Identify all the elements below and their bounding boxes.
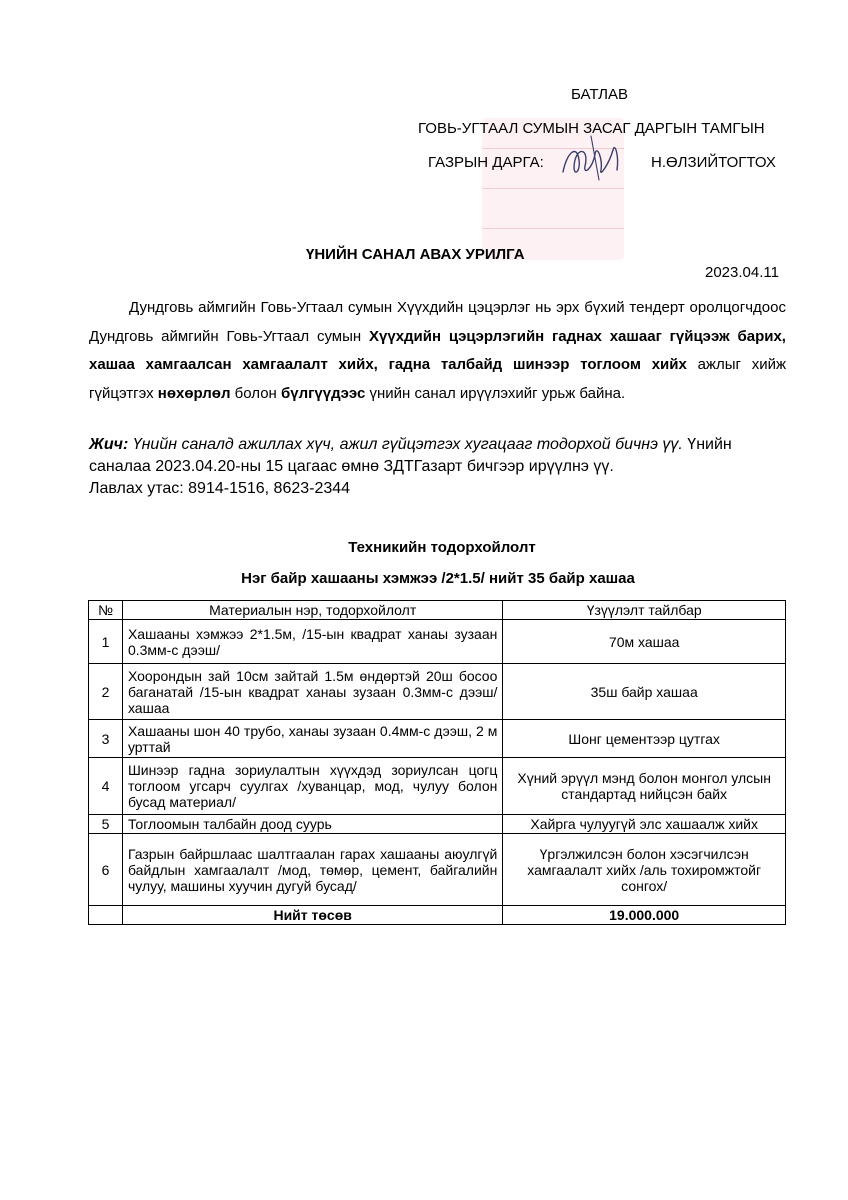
body-text-1: Дундговь аймгийн Говь-Угтаал сумын Хүүхдийн цэцэрлэг нь эрх бүхий тендерт оролцогчдоос Дундговь аймгийн Говь-Угтаал сумын bbox=[89, 299, 786, 345]
row-note: Үргэлжилсэн болон хэсэгчилсэн хамгаалалт хийх /аль тохиромжтойг сонгох/ bbox=[503, 834, 786, 906]
row-number: 5 bbox=[89, 815, 123, 834]
row-description: Хашааны шон 40 трубо, ханаы зузаан 0.4мм-с дээш, 2 м урттай bbox=[122, 720, 502, 758]
body-text-3: болон bbox=[230, 384, 282, 402]
note-block bbox=[89, 434, 786, 500]
row-number: 6 bbox=[89, 834, 123, 906]
row-note: Хайрга чулуугүй элс хашаалж хийх bbox=[503, 815, 786, 834]
approval-title: БАТЛАВ bbox=[571, 86, 629, 103]
row-note: 35ш байр хашаа bbox=[503, 664, 786, 720]
row-description: Шинээр гадна зориулалтын хүүхдэд зориулсан цогц тоглоом угсарч суулгах /хуванцар, мод, чулуу болон бусад материал/ bbox=[122, 758, 502, 815]
approval-org: ГОВЬ-УГТААЛ СУМЫН ЗАСАГ ДАРГЫН ТАМГЫН bbox=[418, 120, 765, 137]
header-note: Үзүүлэлт тайлбар bbox=[503, 601, 786, 620]
table-header-row bbox=[89, 601, 786, 620]
table-total-row bbox=[89, 906, 786, 925]
spec-title: Техникийн тодорхойлолт bbox=[348, 539, 536, 556]
table-row bbox=[89, 620, 786, 664]
note-text: Үнийн саналаа 2023.04.20-ны 15 цагаас өмнө ЗДТГазарт бичгээр ирүүлнэ үү. bbox=[89, 436, 732, 475]
row-description: Газрын байршлаас шалтгаалан гарах хашааны аюулгүй байдлын хамгаалалт /мод, төмөр, цемент, байгалийн чулуу, машины хуучин дугуй бусад/ bbox=[122, 834, 502, 906]
body-bold-partnership: нөхөрлөл bbox=[157, 384, 231, 402]
body-bold-groups: бүлгүүдээс bbox=[281, 384, 366, 402]
row-description: Тоглоомын талбайн доод суурь bbox=[122, 815, 502, 834]
row-number: 2 bbox=[89, 664, 123, 720]
row-number: 1 bbox=[89, 620, 123, 664]
table-row bbox=[89, 815, 786, 834]
contact-phone: Лавлах утас: 8914-1516, 8623-2344 bbox=[89, 480, 351, 497]
row-description: Хашааны хэмжээ 2*1.5м, /15-ын квадрат ханаы зузаан 0.3мм-с дээш/ bbox=[122, 620, 502, 664]
approval-name: Н.ӨЛЗИЙТОГТОХ bbox=[651, 154, 776, 171]
table-row bbox=[89, 664, 786, 720]
total-value: 19.000.000 bbox=[503, 906, 786, 925]
invitation-paragraph bbox=[89, 294, 786, 408]
note-italic: Үнийн саналд ажиллах хүч, ажил гүйцэтгэх хугацааг тодорхой бичнэ үү. bbox=[128, 436, 683, 453]
row-note: 70м хашаа bbox=[503, 620, 786, 664]
note-label: Жич: bbox=[89, 436, 129, 453]
total-empty-cell bbox=[89, 906, 123, 925]
document-title: ҮНИЙН САНАЛ АВАХ УРИЛГА bbox=[306, 246, 525, 263]
table-row bbox=[89, 720, 786, 758]
row-description: Хоорондын зай 10см зайтай 1.5м өндөртэй 20ш босоо баганатай /15-ын квадрат ханаы зузаан 0.3мм-с дээш/ хашаа bbox=[122, 664, 502, 720]
header-material: Материалын нэр, тодорхойлолт bbox=[122, 601, 502, 620]
total-label: Нийт төсөв bbox=[122, 906, 502, 925]
header-number: № bbox=[89, 601, 123, 620]
signature-image bbox=[555, 130, 635, 185]
row-note: Хүний эрүүл мэнд болон монгол улсын стандартад нийцсэн байх bbox=[503, 758, 786, 815]
approval-position: ГАЗРЫН ДАРГА: bbox=[428, 154, 544, 171]
table-row bbox=[89, 758, 786, 815]
body-text-4: үнийн санал ирүүлэхийг урьж байна. bbox=[365, 384, 626, 402]
table-row bbox=[89, 834, 786, 906]
spec-table bbox=[88, 600, 786, 925]
row-note: Шонг цементээр цутгах bbox=[503, 720, 786, 758]
spec-subtitle: Нэг байр хашааны хэмжээ /2*1.5/ нийт 35 байр хашаа bbox=[241, 570, 635, 587]
body-text-2: ажлыг хийж гүйцэтгэх bbox=[89, 356, 786, 402]
body-bold-project: Хүүхдийн цэцэрлэгийн гаднах хашааг гүйцээж барих, хашаа хамгаалсан хамгаалалт хийх, гадна талбайд шинээр тоглоом хийх bbox=[89, 327, 786, 373]
row-number: 4 bbox=[89, 758, 123, 815]
document-date: 2023.04.11 bbox=[705, 264, 779, 281]
row-number: 3 bbox=[89, 720, 123, 758]
